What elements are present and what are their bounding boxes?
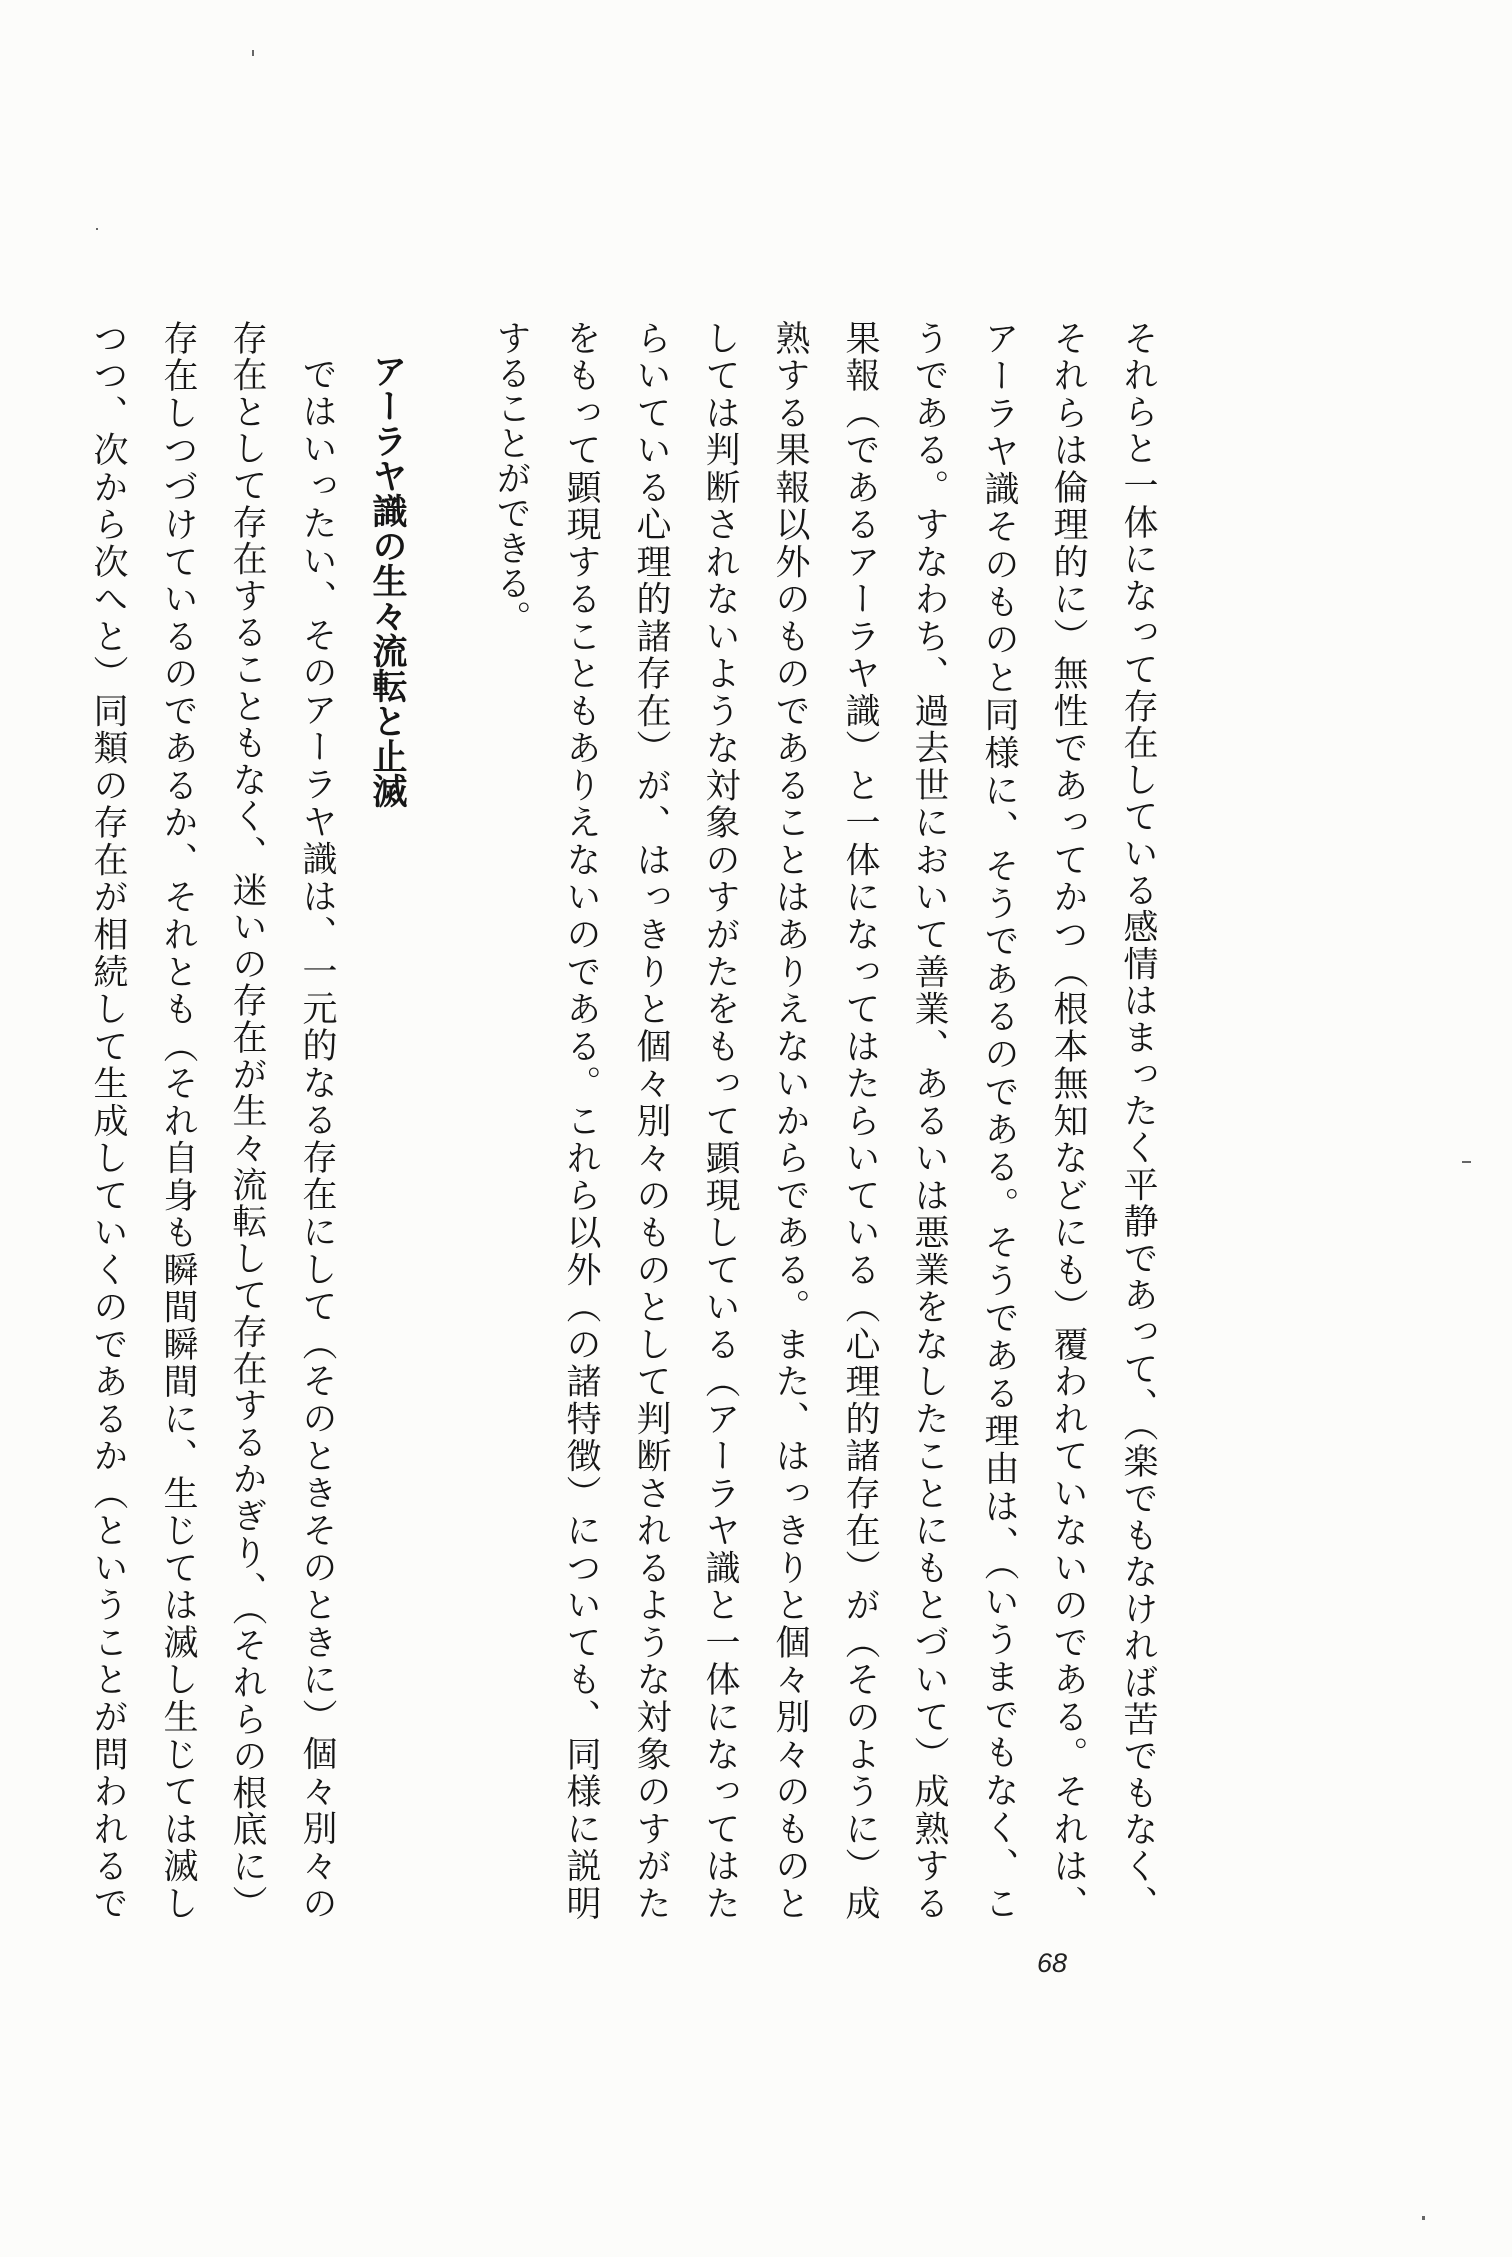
- text-line: アーラヤ識そのものと同様に、そうであるのである。そうである理由は、（いうまでもなく、こ: [979, 320, 1019, 1923]
- text-line: 存在として存在することもなく、迷いの存在が生々流転して存在するかぎり、（それらの根底に）: [227, 320, 267, 1922]
- scan-artifact: [1462, 1161, 1471, 1163]
- text-line: 熟する果報以外のものであることはありえないからである。また、はっきりと個々別々のものと: [770, 320, 810, 1923]
- text-line: をもって顕現することもありえないのである。これら以外（の諸特徴）についても、同様に説明: [561, 320, 601, 1923]
- text-line: 存在しつづけているのであるか、それとも（それ自身も瞬間瞬間に、生じては滅し生じては滅し: [158, 320, 198, 1923]
- section-heading: アーラヤ識の生々流転と止滅: [367, 353, 407, 808]
- text-line: らいている心理的諸存在）が、はっきりと個々別々のものとして判断されるような対象のすがた: [631, 320, 671, 1923]
- text-line: つつ、次から次へと）同類の存在が相続して生成していくのであるか（ということが問われるで: [88, 320, 128, 1923]
- text-line: 果報（であるアーラヤ識）と一体になってはたらいている（心理的諸存在）が（そのように）成: [840, 320, 880, 1923]
- text-line: しては判断されないような対象のすがたをもって顕現している（アーラヤ識と一体になってはた: [700, 320, 740, 1923]
- text-line: それらは倫理的に）無性であってかつ（根本無知などにも）覆われていないのである。それは、: [1048, 320, 1088, 1923]
- text-line: することができる。: [491, 320, 531, 635]
- text-line: ではいったい、そのアーラヤ識は、一元的なる存在にして（そのときそのときに）個々別々の: [297, 356, 337, 1923]
- scan-artifact: [252, 50, 254, 56]
- scan-artifact: [1422, 2216, 1425, 2220]
- text-line: それらと一体になって存在している感情はまったく平静であって、（楽でもなければ苦でもなく、: [1118, 320, 1158, 1922]
- text-line: うである。すなわち、過去世において善業、あるいは悪業をなしたことにもとづいて）成熟する: [909, 320, 949, 1923]
- scan-artifact: [96, 228, 98, 230]
- page-number: 68: [1036, 1948, 1068, 1978]
